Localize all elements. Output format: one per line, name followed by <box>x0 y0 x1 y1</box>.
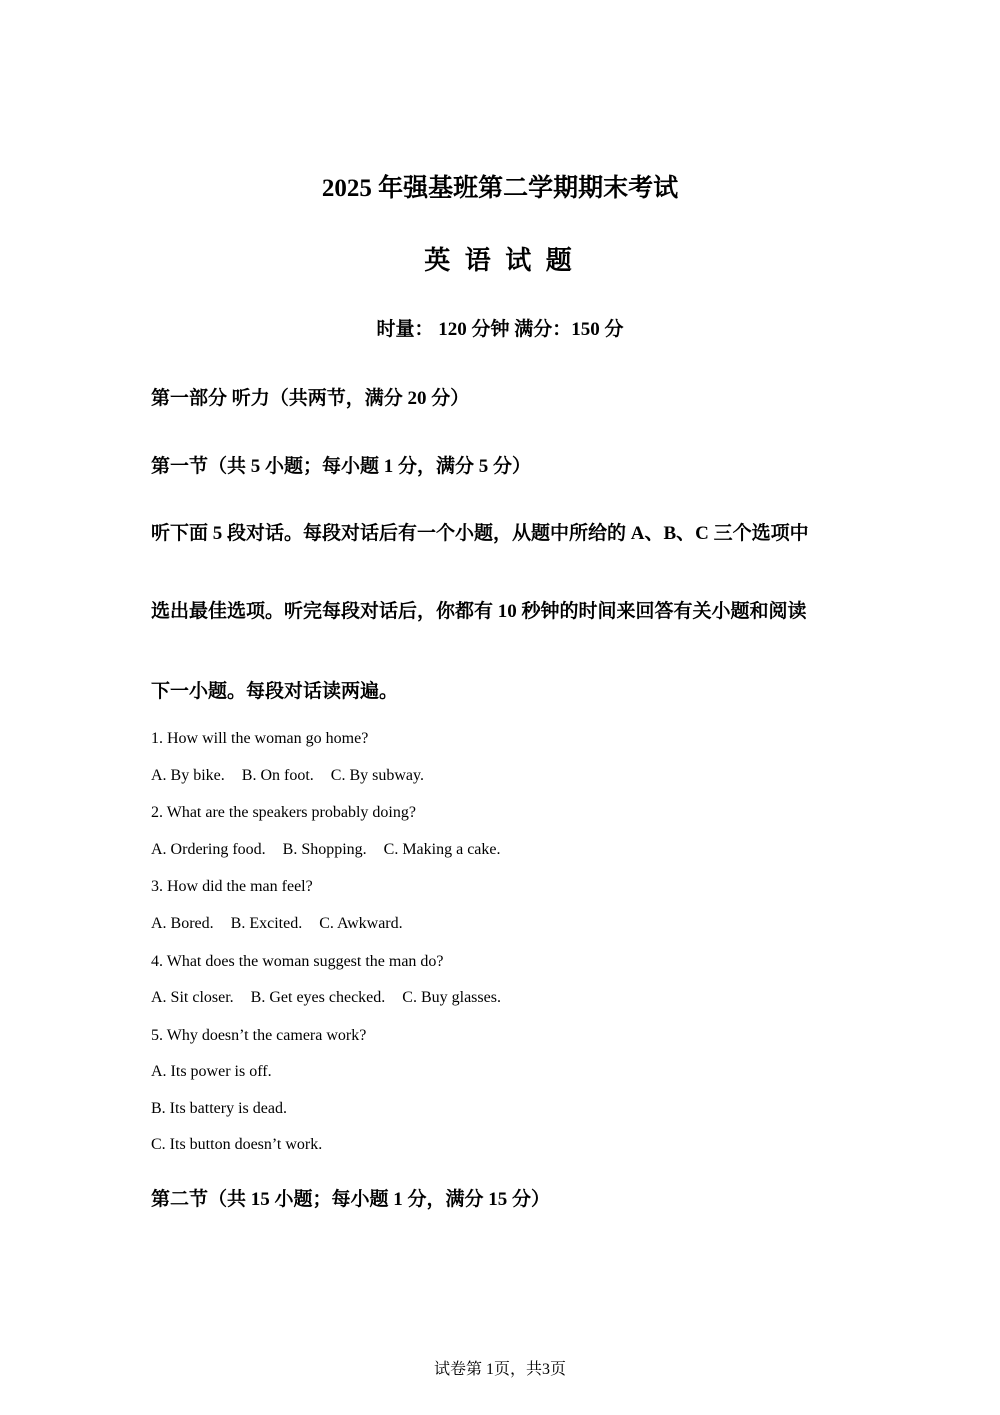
section2-heading: 第二节（共 15 小题；每小题 1 分，满分 15 分） <box>151 1189 551 1210</box>
page-footer: 试卷第 1页，共3页 <box>433 1361 566 1378</box>
question-5-stem: 5. Why doesn’t the camera work? <box>151 1027 367 1044</box>
question-5-option-b: B. Its battery is dead. <box>151 1100 287 1117</box>
question-3-options <box>151 915 403 933</box>
section1-intro-line-3: 下一小题。每段对话读两遍。 <box>151 681 399 702</box>
section1-intro-line-2: 选出最佳选项。听完每段对话后，你都有 10 秒钟的时间来回答有关小题和阅读 <box>151 601 807 622</box>
question-3-option-a: A. Bored. <box>151 915 214 932</box>
question-5-option-a: A. Its power is off. <box>151 1063 272 1080</box>
question-1-option-b: B. On foot. <box>241 767 314 784</box>
question-2-option-a: A. Ordering food. <box>151 841 266 858</box>
exam-subject: 英 语 试 题 <box>424 246 576 275</box>
question-1-option-a: A. By bike. <box>151 767 225 784</box>
question-2-option-b: B. Shopping. <box>282 841 367 858</box>
exam-title: 2025 年强基班第二学期期末考试 <box>321 175 679 202</box>
question-4-stem: 4. What does the woman suggest the man do? <box>151 953 444 970</box>
question-2-options <box>151 841 501 859</box>
question-3-stem: 3. How did the man feel? <box>151 878 313 895</box>
question-1-stem: 1. How will the woman go home? <box>151 730 369 747</box>
question-5-option-c: C. Its button doesn’t work. <box>151 1136 323 1153</box>
section1-heading: 第一节（共 5 小题；每小题 1 分，满分 5 分） <box>151 456 532 477</box>
section1-intro-line-1: 听下面 5 段对话。每段对话后有一个小题，从题中所给的 A、B、C 三个选项中 <box>151 523 809 544</box>
question-4-option-a: A. Sit closer. <box>151 989 234 1006</box>
question-4-option-b: B. Get eyes checked. <box>250 989 386 1006</box>
question-1-option-c: C. By subway. <box>330 767 424 784</box>
part1-heading: 第一部分 听力（共两节，满分 20 分） <box>151 388 470 409</box>
question-2-stem: 2. What are the speakers probably doing? <box>151 804 416 821</box>
question-4-option-c: C. Buy glasses. <box>402 989 501 1006</box>
question-4-options <box>151 989 501 1007</box>
question-3-option-b: B. Excited. <box>230 915 303 932</box>
question-3-option-c: C. Awkward. <box>319 915 403 932</box>
exam-meta: 时量： 120 分钟 满分：150 分 <box>376 319 624 340</box>
question-1-options <box>151 767 424 785</box>
question-2-option-c: C. Making a cake. <box>383 841 501 858</box>
